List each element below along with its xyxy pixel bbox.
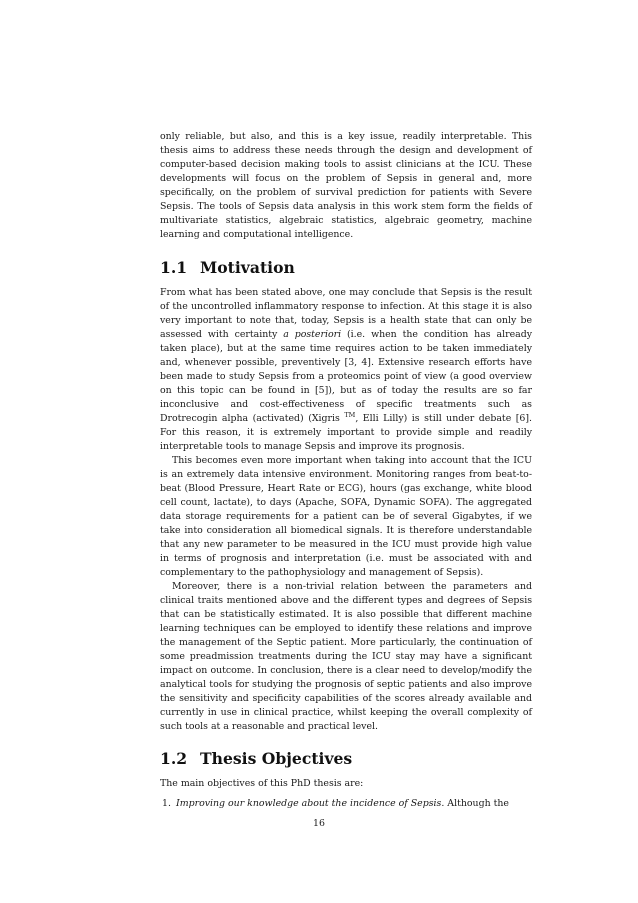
list-item <box>160 797 532 811</box>
section-number: 1.1 <box>160 258 188 277</box>
section-title: Thesis Objectives <box>200 749 353 768</box>
section-heading-motivation <box>160 259 532 277</box>
section-title: Motivation <box>200 258 295 277</box>
section-heading-thesis-objectives <box>160 750 532 768</box>
objectives-lead: The main objectives of this PhD thesis are: <box>160 778 364 789</box>
list-item-number: 1. <box>162 798 171 809</box>
list-item-text: Although the <box>444 798 509 809</box>
motivation-paragraph-2: This becomes even more important when taking into account that the ICU is an extremely data intensive environment. Monitoring ranges from beat-to-beat (Blood Pressure, Heart Rate or ECG), hours (gas exchange, white blood cell count, lactate), to days (Apache, SOFA, Dynamic SOFA). The aggregated data storage requirements for a patient can be of several Gigabytes, if we take into consideration all biomedical signals. It is therefore understandable that any new parameter to be measured in the ICU must provide high value in terms of prognosis and interpretation (i.e. must be associated with and complementary to the pathophysiology and management of Sepsis). <box>160 455 532 578</box>
section-number: 1.2 <box>160 749 188 768</box>
trademark-superscript: TM <box>344 410 356 419</box>
page-number: 16 <box>313 818 325 829</box>
text-run: From what has been stated above, one may conclude that Sepsis is the result of the uncontrolled inflammatory response to infection. At this stage it is also very important to note that, today, Sepsis is a health state that can only be assessed with certainty <box>160 287 532 340</box>
objectives-list <box>160 797 532 811</box>
list-item-title: Improving our knowledge about the incidence of Sepsis. <box>176 798 445 809</box>
motivation-paragraph-3: Moreover, there is a non-trivial relation between the parameters and clinical traits mentioned above and the different types and degrees of Sepsis that can be statistically estimated. It is also possible that different machine learning techniques can be employed to identify these relations and improve the management of the Septic patient. More particularly, the continuation of some preadmission treatments during the ICU stay may have a significant impact on outcome. In conclusion, there is a clear need to develop/modify the analytical tools for studying the prognosis of septic patients and also improve the sensitivity and specificity capabilities of the scores already available and currently in use in clinical practice, whilst keeping the overall complexity of such tools at a reasonable and practical level. <box>160 581 532 732</box>
text-run: , Elli Lilly) is still under debate [6]. For this reason, it is extremely important to provide simple and readily interpretable tools to manage Sepsis and improve its prognosis. <box>160 413 532 452</box>
italic-run: a posteriori <box>283 329 342 340</box>
intro-paragraph: only reliable, but also, and this is a key issue, readily interpretable. This thesis aims to address these needs through the design and development of computer-based decision making tools to assist clinicians at the ICU. These developments will focus on the problem of Sepsis in general and, more specifically, on the problem of survival prediction for patients with Severe Sepsis. The tools of Sepsis data analysis in this work stem form the fields of multivariate statistics, algebraic statistics, algebraic geometry, machine learning and computational intelligence. <box>160 131 532 240</box>
motivation-paragraph-1 <box>160 286 532 454</box>
page-body <box>160 130 532 811</box>
text-run: (i.e. when the condition has already taken place), but at the same time requires action to be taken immediately and, whenever possible, preventively [3, 4]. Extensive research efforts have been made to study Sepsis from a proteomics point of view (a good overview on this topic can be found in [5]), but as of today the results are so far inconclusive and cost-effectiveness of specific treatments such as Drotrecogin alpha (activated) (Xigris <box>160 329 533 424</box>
